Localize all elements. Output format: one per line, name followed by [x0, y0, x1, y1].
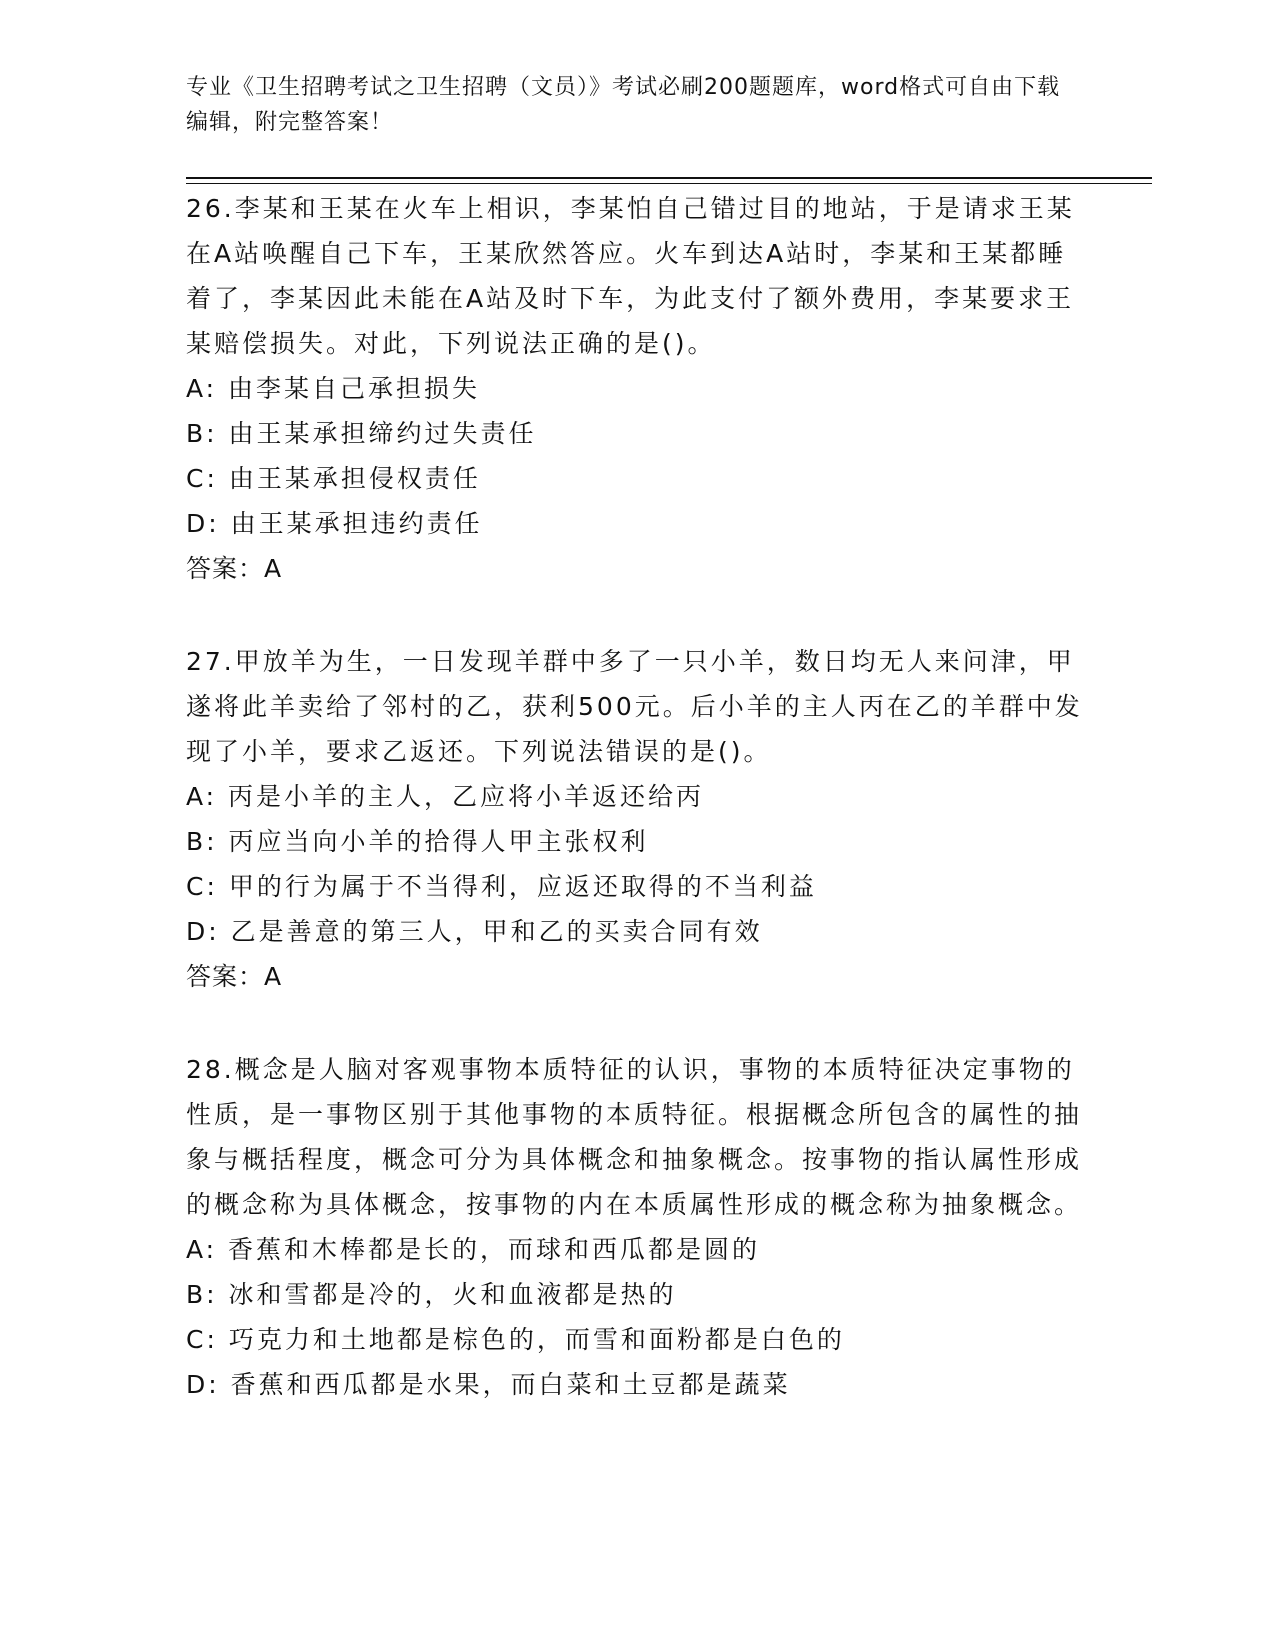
option-b: B: 冰和雪都是冷的，火和血液都是热的 — [186, 1280, 677, 1309]
header-rule-thick — [186, 177, 1152, 179]
document-header: 专业《卫生招聘考试之卫生招聘（文员）》考试必刷200题题库，word格式可自由下载编辑，附完整答案！ — [186, 75, 1061, 135]
option-c: C: 巧克力和土地都是棕色的，而雪和面粉都是白色的 — [186, 1325, 845, 1354]
question-28 — [186, 1047, 1086, 1407]
question-spacer — [186, 591, 1086, 639]
option-d: D: 香蕉和西瓜都是水果，而白菜和土豆都是蔬菜 — [186, 1370, 791, 1399]
header-rule-thin — [186, 183, 1152, 184]
question-spacer — [186, 999, 1086, 1047]
question-26 — [186, 186, 1086, 591]
question-stem: 28.概念是人脑对客观事物本质特征的认识，事物的本质特征决定事物的性质，是一事物区别于其他事物的本质特征。根据概念所包含的属性的抽象与概括程度，概念可分为具体概念和抽象概念。按事物的指认属性形成的概念称为具体概念，按事物的内在本质属性形成的概念称为抽象概念。 — [186, 1055, 1083, 1219]
option-b: B: 由王某承担缔约过失责任 — [186, 419, 537, 448]
question-27 — [186, 639, 1086, 999]
option-c: C: 甲的行为属于不当得利，应返还取得的不当利益 — [186, 872, 817, 901]
answer-line: 答案：A — [186, 554, 283, 583]
option-b: B: 丙应当向小羊的拾得人甲主张权利 — [186, 827, 649, 856]
option-d: D: 乙是善意的第三人，甲和乙的买卖合同有效 — [186, 917, 763, 946]
option-a: A: 香蕉和木棒都是长的，而球和西瓜都是圆的 — [186, 1235, 761, 1264]
answer-line: 答案：A — [186, 962, 283, 991]
question-stem: 26.李某和王某在火车上相识，李某怕自己错过目的地站，于是请求王某在A站唤醒自己下车，王某欣然答应。火车到达A站时，李某和王某都睡着了，李某因此未能在A站及时下车，为此支付了额外费用，李某要求王某赔偿损失。对此，下列说法正确的是()。 — [186, 194, 1075, 358]
option-a: A: 由李某自己承担损失 — [186, 374, 481, 403]
option-a: A: 丙是小羊的主人，乙应将小羊返还给丙 — [186, 782, 705, 811]
option-c: C: 由王某承担侵权责任 — [186, 464, 481, 493]
question-stem: 27.甲放羊为生，一日发现羊群中多了一只小羊，数日均无人来问津，甲遂将此羊卖给了邻村的乙，获利500元。后小羊的主人丙在乙的羊群中发现了小羊，要求乙返还。下列说法错误的是()。 — [186, 647, 1083, 766]
option-d: D: 由王某承担违约责任 — [186, 509, 483, 538]
question-list — [186, 186, 1086, 1407]
